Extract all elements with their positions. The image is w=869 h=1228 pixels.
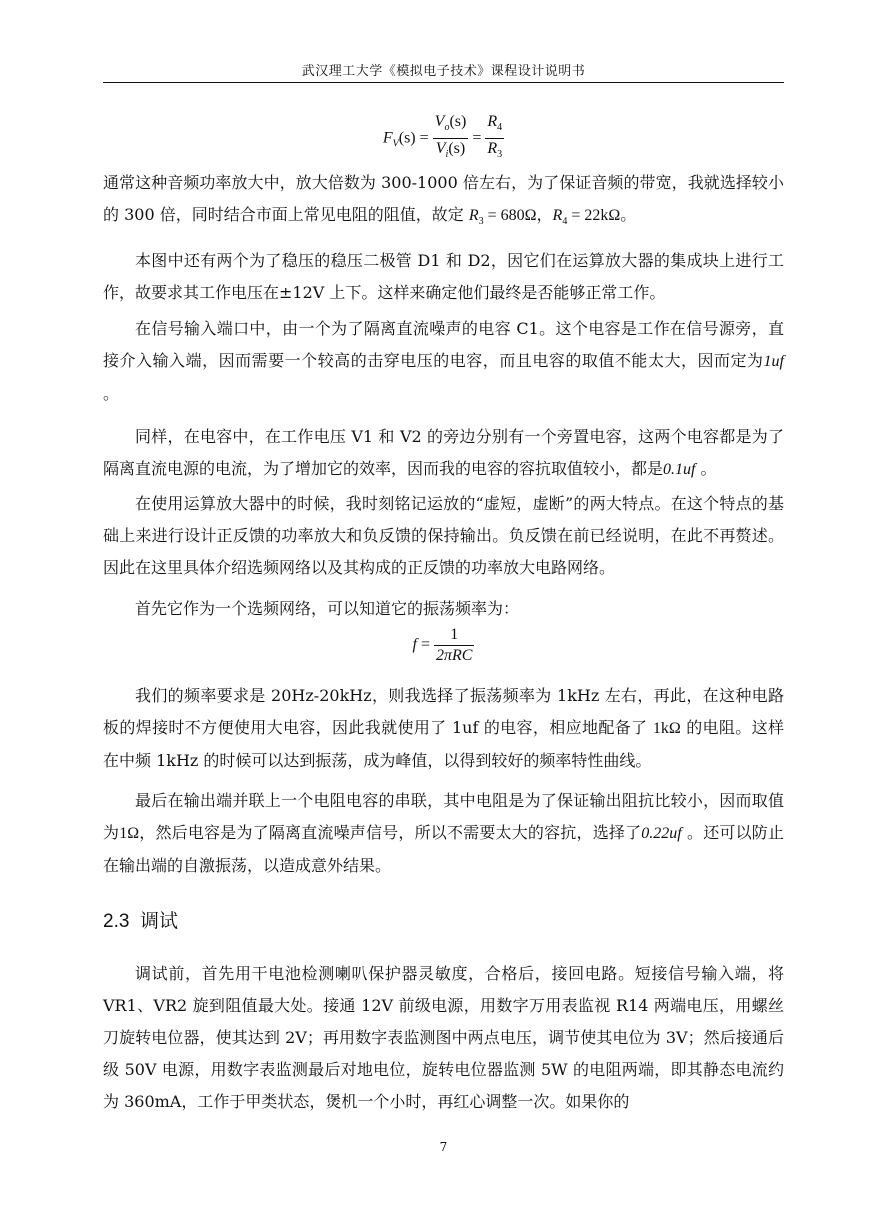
p8-text-a: 最后在输出端并联上一个电阻电容的串联，其中电阻是为了保证输出阻抗比较小，因而取值为 [103,791,784,842]
eq1-num2-sub: 4 [497,122,503,134]
eq2-num: 1 [434,625,474,646]
p4-end: 。 [695,459,717,478]
eq1-den1: V [435,140,446,158]
p1-sep: ， [536,205,553,224]
p8-text-b: ，然后电容是为了隔离直流噪声信号，所以不需要太大的容抗，选择了 [139,823,642,842]
paragraph-debugging: 调试前，首先用干电池检测喇叭保护器灵敏度，合格后，接回电路。短接信号输入端，将 VR1、VR2 旋到阻值最大处。接通 12V 前级电源，用数字万用表监视 R14 两端电压，用螺丝刀旋转电位器，使其达到 2V；再用数字表监测图中两点电压，调节使其电位为 3V；然后接通后级 50V 电源，用数字表监测最后对地电位，旋转电位器监测 5W 的电阻两端，即其静态电流约为 360mA，工作于甲类状态，煲机一个小时，再红心调整一次。如果你的 [103,964,784,1111]
p8-text-c: 。还可以防止在输出端的自激振荡，以造成意外结果。 [103,823,784,875]
paragraph-output-network [103,785,784,882]
eq1-arg: (s) = [398,129,429,147]
bypass-cap-value: 0.1uf [663,461,696,478]
p4-text: 同样，在电容中，在工作电压 V1 和 V2 的旁边分别有一个旁置电容，这两个电容都是为了隔离直流电源的电流，为了增加它的效率，因而我的电容的容抗取值较小，都是 [103,427,784,478]
p1-text: 通常这种音频功率放大中，放大倍数为 300-1000 倍左右，为了保证音频的带宽，我就选择较小的 300 倍，同时结合市面上常见电阻的阻值，故定 [103,173,784,224]
eq1-num1-sub: o [444,122,450,134]
eq1-frac2 [485,112,504,165]
section-title: 调试 [139,911,178,932]
output-cap-value: 0.22uf [641,825,682,842]
eq1-den2: R [487,140,498,158]
r4-value: = 22kΩ [567,207,621,224]
output-resistor-value: 1Ω [119,825,140,842]
paragraph-opamp: 在使用运算放大器中的时候，我时刻铭记运放的“虚短，虚断”的两大特点。在这个特点的基础上来进行设计正反馈的功率放大和负反馈的保持输出。负反馈在前已经说明，在此不再赘述。因此在这里具体介绍选频网络以及其构成的正反馈的功率放大电路网络。 [103,494,784,577]
r3-symbol: R [468,207,479,224]
paragraph-input-cap [103,313,784,410]
p3-end: 。 [103,384,120,403]
eq1-num1: V [434,113,445,130]
r3-sub: 3 [478,216,484,228]
eq1-den2-sub: 3 [497,149,503,161]
eq1-den1-sub: i [445,149,449,161]
equation-oscillation-frequency [103,625,784,666]
eq2-equals: = [420,636,430,654]
section-number: 2.3 [103,911,130,932]
p1-end: 。 [620,205,637,224]
page-header: 武汉理工大学《模拟电子技术》课程设计说明书 [301,64,586,79]
eq1-num1-arg: (s) [449,113,467,130]
paragraph-bypass-cap [103,421,784,486]
paragraph-gain [103,167,784,238]
eq2-den: 2πRC [436,647,473,664]
r3-value: = 680Ω [483,207,537,224]
resistor-value: 1kΩ [652,720,681,737]
page-number: 7 [439,1140,448,1154]
header-rule [103,82,784,83]
p7-text: 我们的频率要求是 20Hz-20kHz，则我选择了振荡频率为 1kHz 左右，再此，在这种电路板的焊接时不方便使用大电容，因此我就使用了 1uf 的电容，相应地配备了 [103,686,784,737]
r4-symbol: R [552,207,563,224]
paragraph-frequency-choice [103,680,784,777]
eq2-lhs: f [412,636,417,654]
paragraph-zener: 本图中还有两个为了稳压的稳压二极管 D1 和 D2，因它们在运算放大器的集成块上进行工作，故要求其工作电压在±12V 上下。这样来确定他们最终是否能够正常工作。 [103,251,784,302]
section-heading [103,906,178,933]
paragraph-frequency-intro: 首先它作为一个选频网络，可以知道它的振荡频率为： [135,599,520,618]
c1-value: 1uf [763,353,784,370]
eq1-equals: = [472,129,482,147]
equation-transfer-function [103,112,784,165]
eq1-num2: R [487,113,498,130]
eq1-frac1 [433,112,469,165]
p7-end: 的电阻。这样在中频 1kHz 的时候可以达到振荡，成为峰值，以得到较好的频率特性曲线。 [103,718,784,770]
eq1-lhs: F [382,129,393,147]
p3-text: 在信号输入端口中，由一个为了隔离直流噪声的电容 C1。这个电容是工作在信号源旁，直接介入输入端，因而需要一个较高的击穿电压的电容，而且电容的取值不能太大，因而定为 [103,319,784,370]
eq1-den1-arg: (s) [448,140,466,158]
eq2-frac [434,625,474,666]
r4-sub: 4 [562,216,568,228]
eq1-lhs-sub: V [392,138,399,150]
